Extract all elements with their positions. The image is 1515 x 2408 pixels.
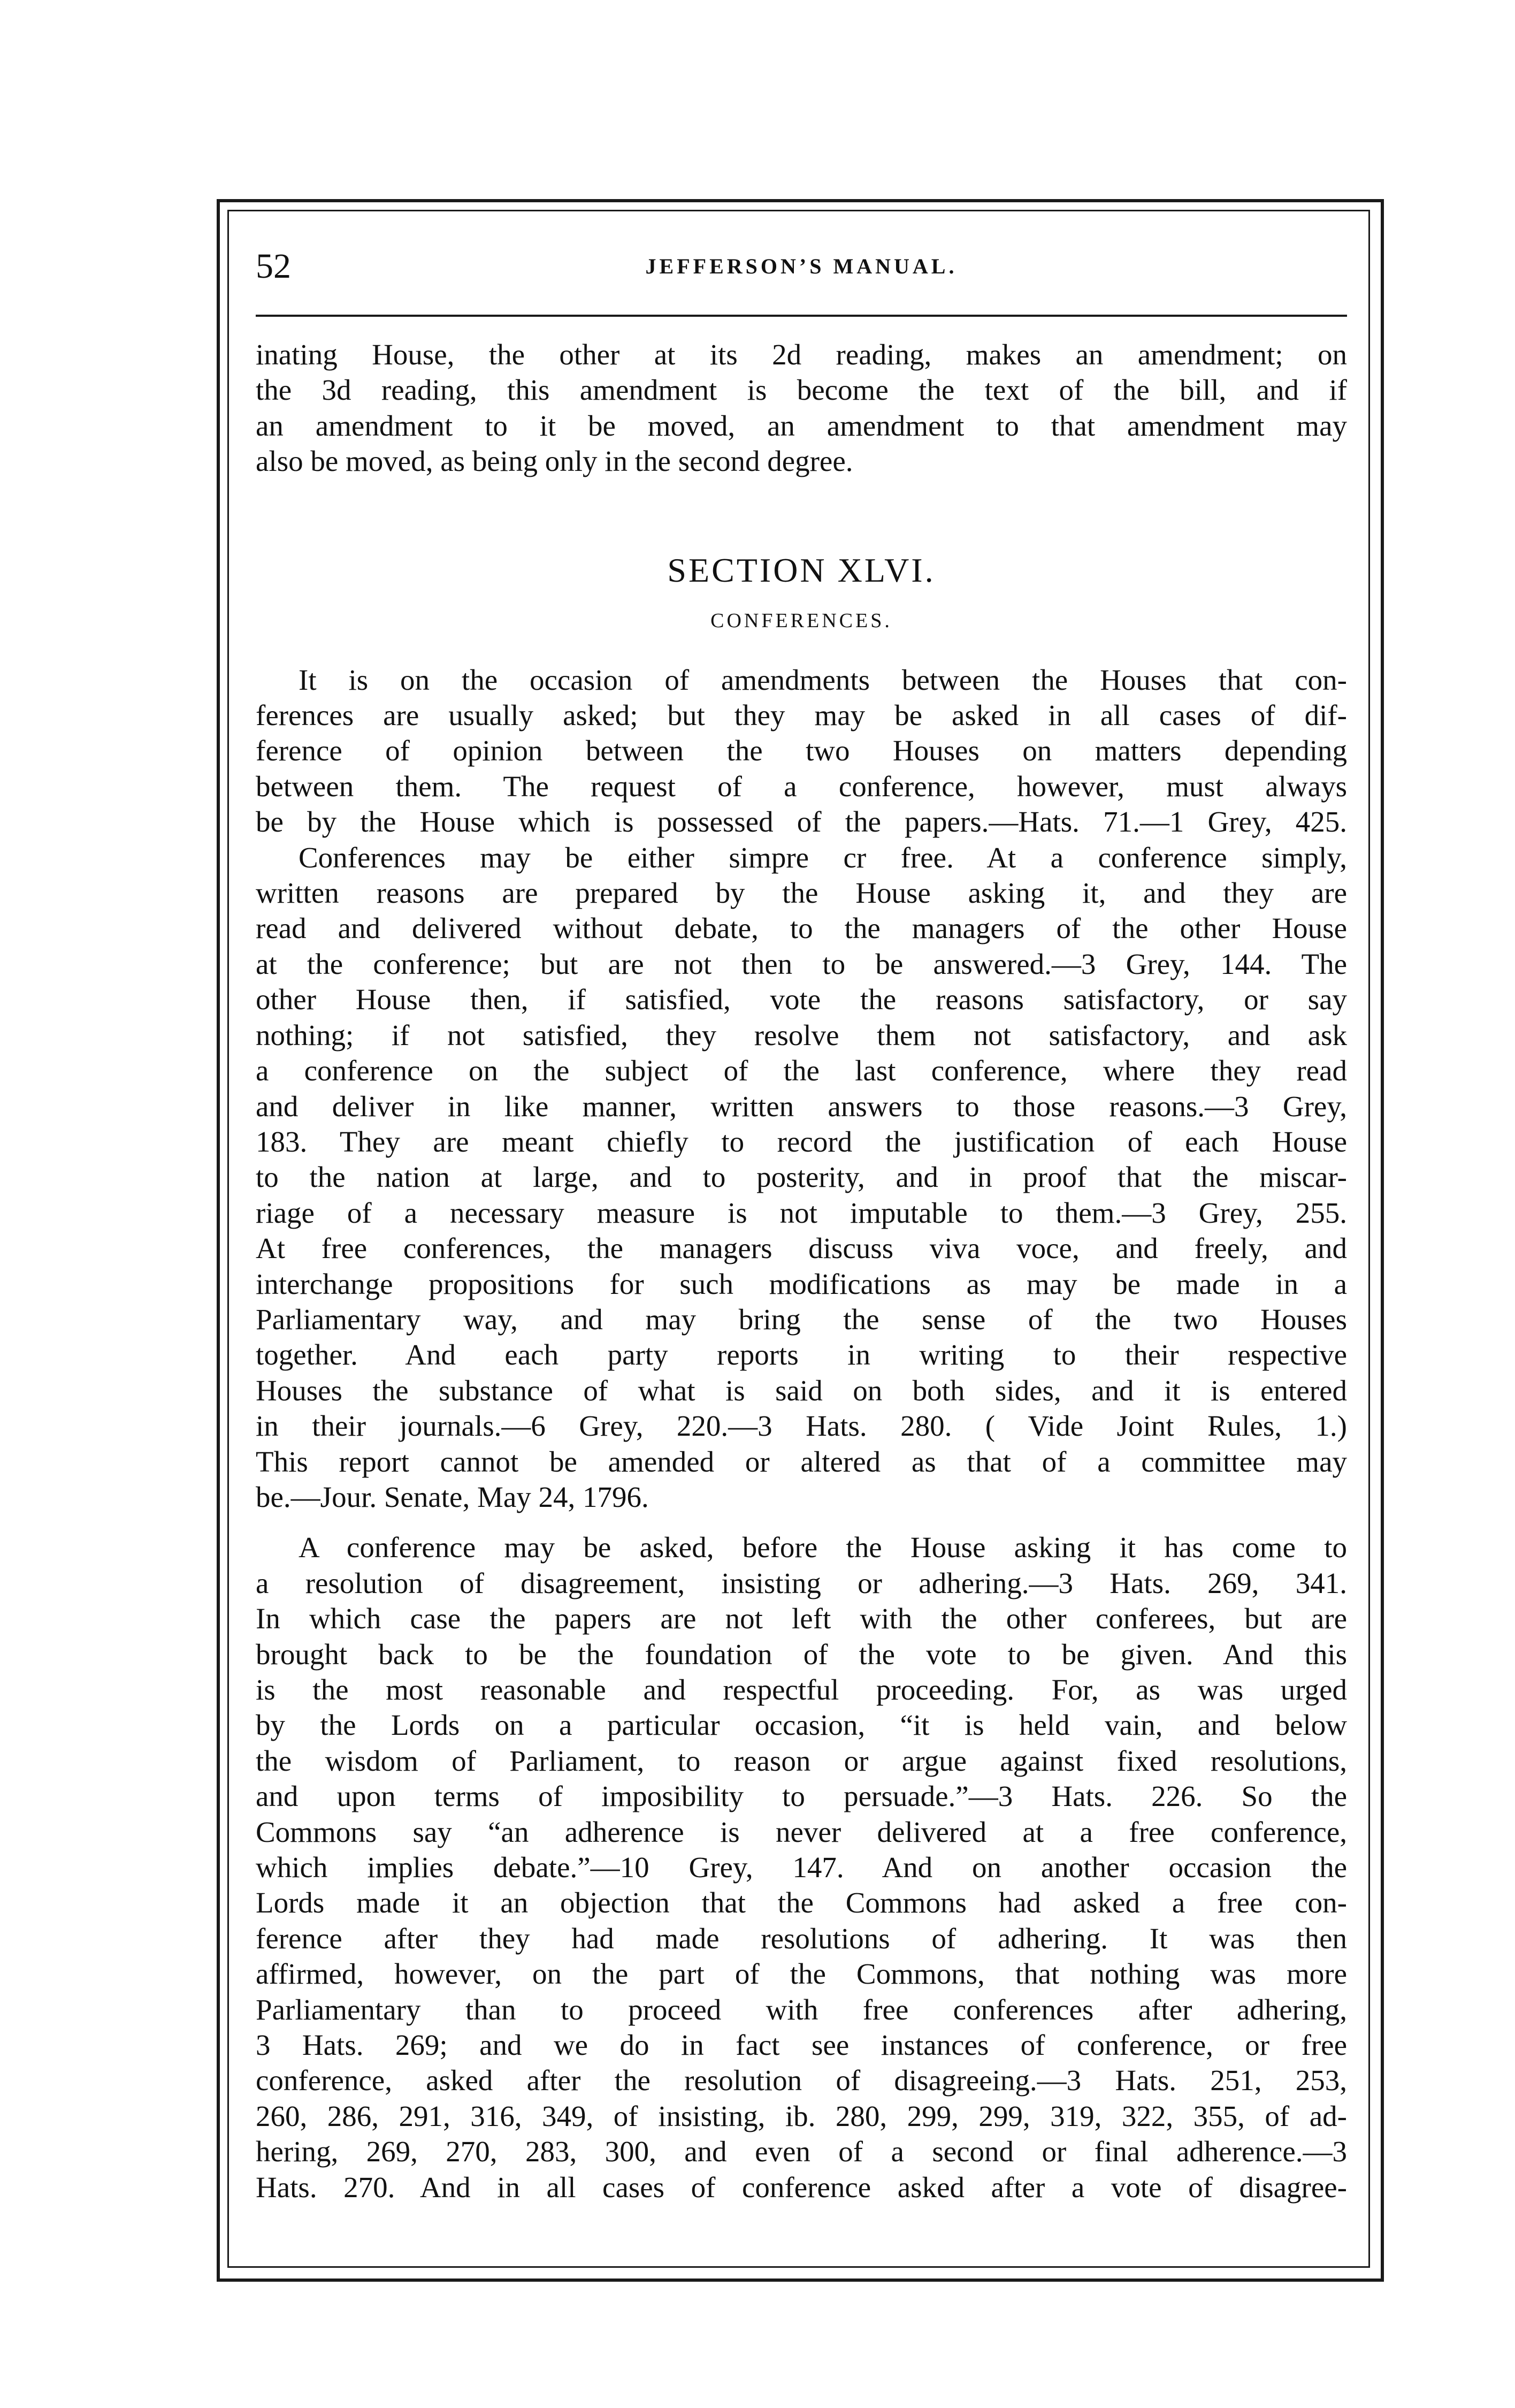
continuation-paragraph — [256, 337, 1347, 479]
text-line: ference after they had made resolutions of adhering. It was then — [256, 1922, 1347, 1955]
text-line: 260, 286, 291, 316, 349, of insisting, ib. 280, 299, 299, 319, 322, 355, of ad- — [256, 2099, 1347, 2132]
text-line: conference, asked after the resolution of disagreeing.—3 Hats. 251, 253, — [256, 2064, 1347, 2097]
page-number: 52 — [256, 247, 291, 286]
text-line: inating House, the other at its 2d reading, makes an amendment; on — [256, 338, 1347, 371]
text-line: together. And each party reports in writing to their respective — [256, 1338, 1347, 1371]
running-title: JEFFERSON’S MANUAL. — [645, 254, 958, 278]
text-line: and deliver in like manner, written answers to those reasons.—3 Grey, — [256, 1089, 1347, 1123]
text-line: Hats. 270. And in all cases of conference asked after a vote of disagree- — [256, 2170, 1347, 2204]
text-line: other House then, if satisfied, vote the reasons satisfactory, or say — [256, 983, 1347, 1016]
text-line: 183. They are meant chiefly to record the justification of each House — [256, 1125, 1347, 1158]
text-line: In which case the papers are not left with the other conferees, but are — [256, 1602, 1347, 1635]
text-line: be by the House which is possessed of the papers.—Hats. 71.—1 Grey, 425. — [256, 805, 1347, 839]
text-line: Parliamentary way, and may bring the sense of the two Houses — [256, 1302, 1347, 1336]
text-line: hering, 269, 270, 283, 300, and even of a second or final adherence.—3 — [256, 2135, 1347, 2168]
text-line: nothing; if not satisfied, they resolve them not satisfactory, and ask — [256, 1018, 1347, 1051]
text-line: to the nation at large, and to posterity, and in proof that the miscar- — [256, 1161, 1347, 1194]
paragraph-3 — [256, 1530, 1347, 2205]
text-line: Commons say “an adherence is never delivered at a free conference, — [256, 1815, 1347, 1848]
text-line: Houses the substance of what is said on both sides, and it is entered — [256, 1374, 1347, 1407]
text-line: and upon terms of imposibility to persuade.”—3 Hats. 226. So the — [256, 1780, 1347, 1813]
text-line: written reasons are prepared by the House asking it, and they are — [256, 877, 1347, 910]
text-line: be.—Jour. Senate, May 24, 1796. — [256, 1480, 649, 1513]
paragraph-2 — [256, 840, 1347, 1515]
text-line: A conference may be asked, before the House asking it has come to — [299, 1531, 1347, 1564]
text-line: which implies debate.”—10 Grey, 147. And on another occasion the — [256, 1851, 1347, 1884]
text-line: an amendment to it be moved, an amendment to that amendment may — [256, 409, 1347, 442]
text-line: is the most reasonable and respectful proceeding. For, as was urged — [256, 1673, 1347, 1706]
text-line: ference of opinion between the two Houses on matters depending — [256, 734, 1347, 767]
text-line: also be moved, as being only in the second degree. — [256, 445, 853, 478]
section-subtitle: CONFERENCES. — [710, 609, 892, 632]
text-line: a resolution of disagreement, insisting or adhering.—3 Hats. 269, 341. — [256, 1566, 1347, 1599]
text-line: 3 Hats. 269; and we do in fact see instances of conference, or free — [256, 2029, 1347, 2062]
running-head — [256, 235, 1347, 294]
text-line: brought back to be the foundation of the vote to be given. And this — [256, 1637, 1347, 1671]
paragraph-1 — [256, 662, 1347, 840]
text-line: the wisdom of Parliament, to reason or argue against fixed resolutions, — [256, 1744, 1347, 1777]
body-text — [256, 337, 1347, 2205]
text-line: read and delivered without debate, to the managers of the other House — [256, 912, 1347, 945]
text-line: the 3d reading, this amendment is become the text of the bill, and if — [256, 374, 1347, 407]
text-line: by the Lords on a particular occasion, “it is held vain, and below — [256, 1709, 1347, 1742]
text-line: affirmed, however, on the part of the Commons, that nothing was more — [256, 1957, 1347, 1991]
text-line: riage of a necessary measure is not imputable to them.—3 Grey, 255. — [256, 1196, 1347, 1229]
text-line: ferences are usually asked; but they may be asked in all cases of dif- — [256, 699, 1347, 732]
section-title: SECTION XLVI. — [667, 551, 936, 589]
text-line: in their journals.—6 Grey, 220.—3 Hats. 280. ( Vide Joint Rules, 1.) — [256, 1409, 1347, 1443]
text-line: a conference on the subject of the last conference, where they read — [256, 1054, 1347, 1087]
text-line: Conferences may be either simpre cr free. At a conference simply, — [299, 841, 1347, 874]
text-line: It is on the occasion of amendments between the Houses that con- — [299, 663, 1347, 696]
header-rule — [256, 315, 1347, 317]
text-line: at the conference; but are not then to be answered.—3 Grey, 144. The — [256, 947, 1347, 980]
text-line: Parliamentary than to proceed with free conferences after adhering, — [256, 1993, 1347, 2026]
text-line: Lords made it an objection that the Commons had asked a free con- — [256, 1886, 1347, 1919]
text-line: This report cannot be amended or altered as that of a committee may — [256, 1445, 1347, 1478]
text-line: interchange propositions for such modifications as may be made in a — [256, 1267, 1347, 1300]
text-line: between them. The request of a conference, however, must always — [256, 769, 1347, 803]
text-line: At free conferences, the managers discuss viva voce, and freely, and — [256, 1232, 1347, 1265]
